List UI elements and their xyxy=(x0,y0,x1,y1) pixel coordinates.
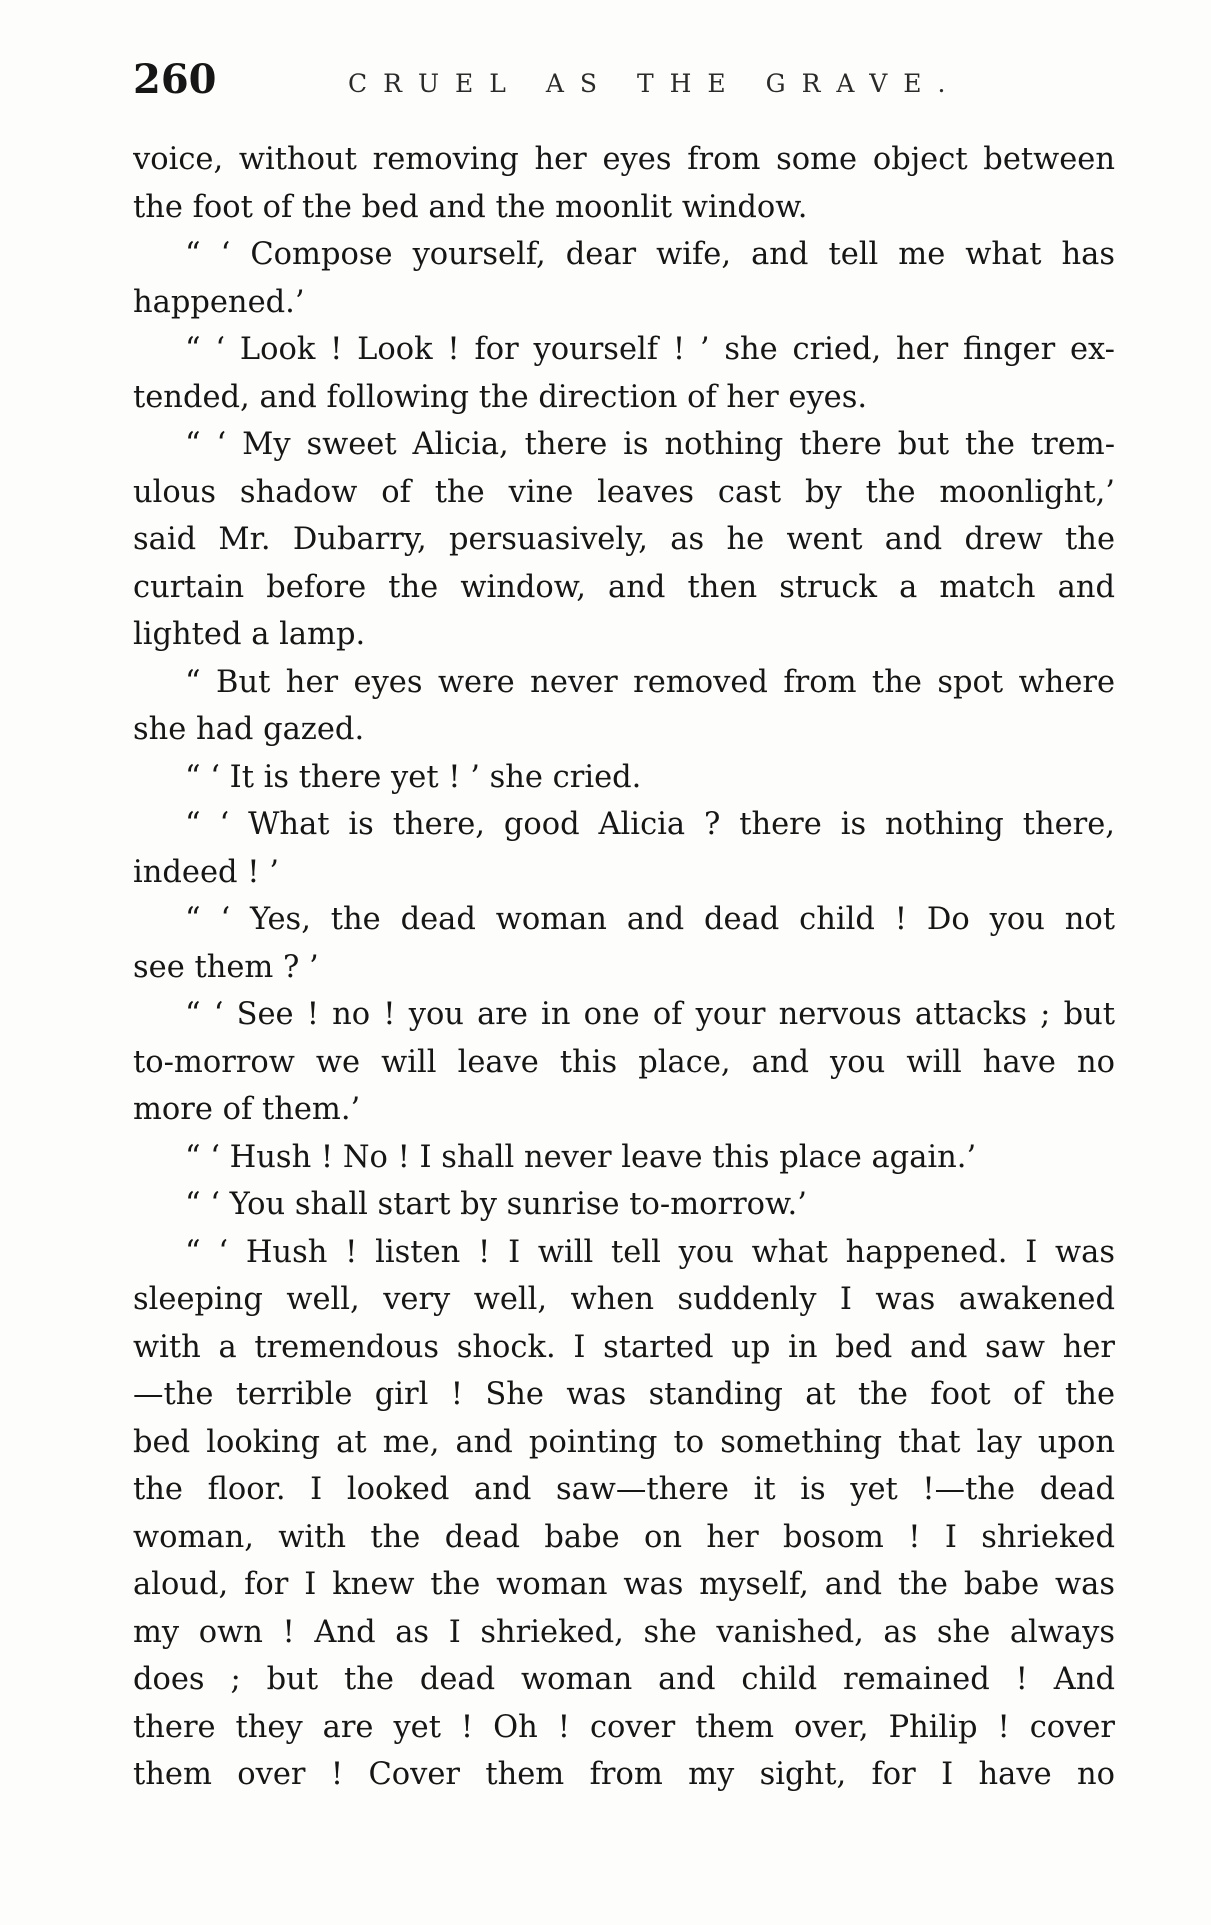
text-line: said Mr. Dubarry, persuasively, as he went and drew the xyxy=(133,522,1115,557)
text-line: to-morrow we will leave this place, and you will have no xyxy=(133,1044,1115,1080)
page-number: 260 xyxy=(133,56,217,103)
text-line: “ ‘ Look ! Look ! for yourself ! ’ she cried, her finger ex- xyxy=(185,332,1115,367)
text-line: the floor. I looked and saw—there it is yet !—the dead xyxy=(133,1472,1115,1507)
text-line: there they are yet ! Oh ! cover them over, Philip ! cover xyxy=(133,1709,1115,1745)
text-line: —the terrible girl ! She was standing at the foot of the xyxy=(133,1377,1115,1412)
text-line: my own ! And as I shrieked, she vanished, as she always xyxy=(133,1614,1115,1650)
text-line: curtain before the window, and then struck a match and xyxy=(133,569,1115,605)
text-line: voice, without removing her eyes from some object between xyxy=(133,142,1115,177)
text-line: “ ‘ Hush ! No ! I shall never leave this place again.’ xyxy=(185,1139,977,1175)
text-line: aloud, for I knew the woman was myself, and the babe was xyxy=(133,1567,1115,1602)
text-line: ulous shadow of the vine leaves cast by the moonlight,’ xyxy=(133,474,1115,510)
text-line: “ ‘ Hush ! listen ! I will tell you what happened. I was xyxy=(185,1234,1115,1270)
text-line: woman, with the dead babe on her bosom ! I shrieked xyxy=(133,1519,1115,1555)
text-line: “ ‘ See ! no ! you are in one of your nervous attacks ; but xyxy=(185,997,1115,1032)
text-line: with a tremendous shock. I started up in bed and saw her xyxy=(133,1329,1115,1365)
text-line: indeed ! ’ xyxy=(133,854,279,890)
text-line: “ ‘ It is there yet ! ’ she cried. xyxy=(185,759,642,795)
text-line: does ; but the dead woman and child remained ! And xyxy=(133,1662,1115,1697)
body-text xyxy=(133,136,1115,1799)
text-line: more of them.’ xyxy=(133,1092,361,1127)
running-title: CRUEL AS THE GRAVE. xyxy=(348,69,962,98)
text-line: “ ‘ What is there, good Alicia ? there is nothing there, xyxy=(185,807,1115,842)
text-line: bed looking at me, and pointing to something that lay upon xyxy=(133,1424,1115,1460)
text-line: happened.’ xyxy=(133,284,305,320)
text-line: “ ‘ My sweet Alicia, there is nothing there but the trem- xyxy=(185,427,1115,462)
text-line: she had gazed. xyxy=(133,712,365,747)
text-line: “ ‘ You shall start by sunrise to-morrow.’ xyxy=(185,1187,807,1222)
text-line: “ But her eyes were never removed from the spot where xyxy=(185,664,1115,700)
text-line: “ ‘ Compose yourself, dear wife, and tell me what has xyxy=(185,237,1115,272)
text-line: sleeping well, very well, when suddenly I was awakened xyxy=(133,1282,1115,1317)
text-line: “ ‘ Yes, the dead woman and dead child ! Do you not xyxy=(185,902,1115,937)
text-line: see them ? ’ xyxy=(133,949,319,985)
text-line: them over ! Cover them from my sight, for I have no xyxy=(133,1757,1115,1792)
text-line: lighted a lamp. xyxy=(133,617,366,652)
text-line: tended, and following the direction of her eyes. xyxy=(133,379,868,415)
running-head xyxy=(133,50,1115,110)
text-line: the foot of the bed and the moonlit window. xyxy=(133,189,808,225)
